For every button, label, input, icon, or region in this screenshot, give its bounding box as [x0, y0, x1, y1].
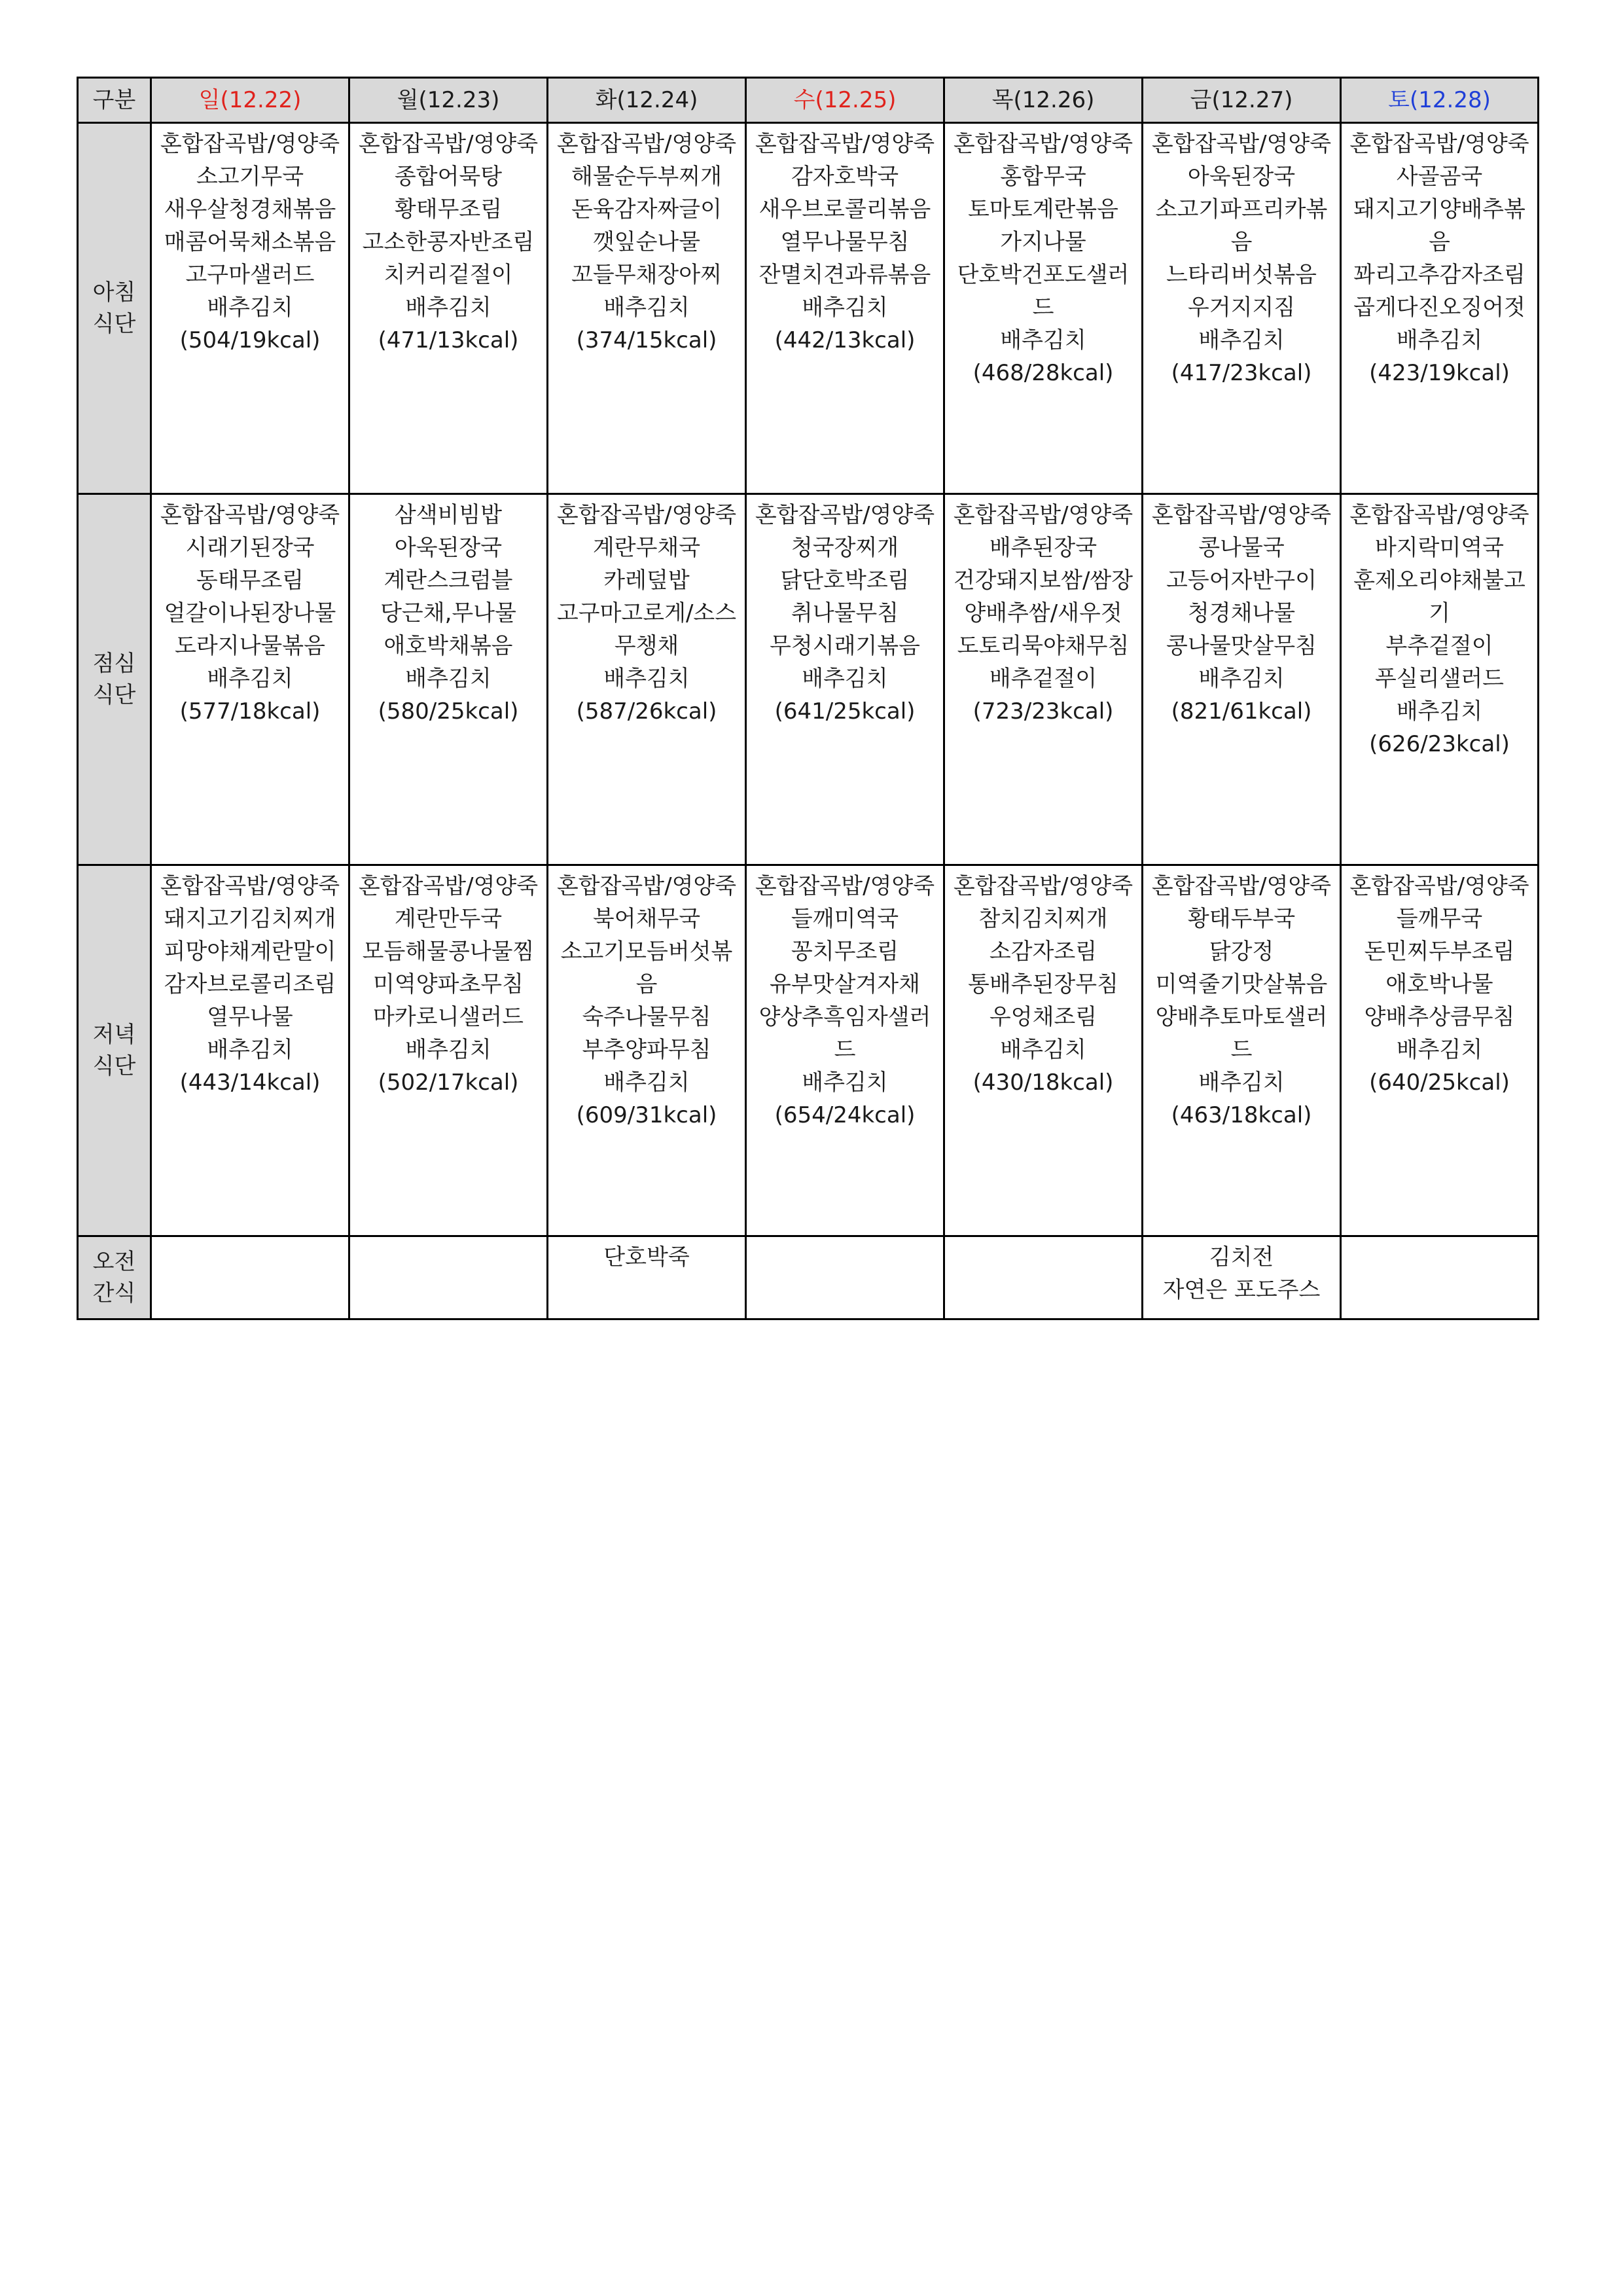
menu-item: 배추김치: [405, 295, 491, 321]
menu-item: 양상추흑임자샐러드: [758, 1004, 931, 1063]
menu-item: 고구마샐러드: [185, 262, 315, 288]
menu-item: (504/19kcal): [179, 327, 321, 353]
menu-item: 깻잎순나물: [592, 229, 701, 255]
menu-item: 닭단호박조림: [780, 567, 910, 594]
menu-item: 혼합잡곡밥/영양죽: [953, 502, 1133, 528]
menu-cell-mon: [349, 1236, 548, 1319]
menu-item: (654/24kcal): [774, 1102, 916, 1128]
menu-item: 꽁치무조림: [791, 939, 899, 965]
menu-item: 황태무조림: [394, 196, 503, 223]
menu-cell-sat: [1341, 494, 1539, 865]
menu-item: 돼지고기양배추볶음: [1353, 196, 1525, 255]
day-header-sat: 토(12.28): [1341, 78, 1539, 123]
day-header-thu: 목(12.26): [944, 78, 1143, 123]
menu-item: (587/26kcal): [576, 698, 717, 725]
menu-item: 우거지지짐: [1187, 295, 1296, 321]
menu-cell-wed: [746, 494, 944, 865]
menu-item: 혼합잡곡밥/영양죽: [358, 131, 539, 157]
menu-item: 고등어자반구이: [1166, 567, 1317, 594]
menu-cell-sat: [1341, 1236, 1539, 1319]
menu-item: 매콤어묵채소볶음: [164, 229, 336, 255]
menu-item: 열무나물무침: [780, 229, 910, 255]
menu-item: 계란만두국: [394, 906, 503, 932]
menu-item: 무청시래기볶음: [770, 633, 920, 659]
lunch-row: [78, 494, 1539, 865]
menu-item: 김치전: [1209, 1244, 1274, 1270]
menu-item: 돈민찌두부조림: [1364, 939, 1515, 965]
menu-item: 계란스크럼블: [383, 567, 513, 594]
menu-item: 감자브로콜리조림: [164, 971, 336, 997]
menu-item: 혼합잡곡밥/영양죽: [160, 873, 340, 899]
menu-item: 감자호박국: [791, 164, 899, 190]
menu-item: 돈육감자짜글이: [571, 196, 722, 223]
menu-item: 계란무채국: [592, 535, 701, 561]
menu-item: 양배추상큼무침: [1364, 1004, 1515, 1030]
menu-item: 황태두부국: [1187, 906, 1296, 932]
day-header-sun: 일(12.22): [151, 78, 349, 123]
menu-item: 훈제오리야채불고기: [1353, 567, 1525, 626]
menu-item: 새우브로콜리볶음: [758, 196, 931, 223]
menu-item: 배추김치: [603, 666, 690, 692]
menu-item: 혼합잡곡밥/영양죽: [160, 502, 340, 528]
menu-item: 닭강정: [1209, 939, 1274, 965]
menu-item: 토마토계란볶음: [968, 196, 1118, 223]
header-row: [78, 78, 1539, 123]
menu-item: 청경채나물: [1187, 600, 1296, 626]
menu-cell-thu: [944, 494, 1143, 865]
menu-item: 도토리묵야채무침: [957, 633, 1130, 659]
menu-item: 배추김치: [207, 1037, 293, 1063]
menu-item: (417/23kcal): [1171, 360, 1312, 386]
menu-cell-mon: [349, 865, 548, 1236]
menu-item: (442/13kcal): [774, 327, 916, 353]
meal-type-label-line: 간식: [92, 1280, 136, 1306]
menu-cell-mon: [349, 494, 548, 865]
menu-item: 단호박건포도샐러드: [957, 262, 1130, 321]
menu-item: 소감자조림: [989, 939, 1097, 965]
menu-item: 돼지고기김치찌개: [164, 906, 336, 932]
menu-cell-fri: [1143, 865, 1341, 1236]
menu-item: 삼색비빔밥: [394, 502, 503, 528]
menu-item: 배추김치: [1198, 666, 1285, 692]
menu-item: 배추김치: [603, 1069, 690, 1096]
menu-item: 혼합잡곡밥/영양죽: [556, 131, 737, 157]
menu-item: 당근채,무나물: [380, 600, 516, 626]
corner-header: 구분: [78, 78, 151, 123]
menu-item: 마카로니샐러드: [373, 1004, 524, 1030]
menu-item: (463/18kcal): [1171, 1102, 1312, 1128]
menu-item: 건강돼지보쌈/쌈장: [953, 567, 1133, 594]
menu-item: 배추김치: [603, 295, 690, 321]
menu-item: 열무나물: [207, 1004, 293, 1030]
menu-cell-fri: [1143, 1236, 1341, 1319]
menu-item: 카레덮밥: [603, 567, 690, 594]
menu-item: 미역양파초무침: [373, 971, 524, 997]
menu-item: (430/18kcal): [972, 1069, 1114, 1096]
menu-item: 고소한콩자반조림: [362, 229, 535, 255]
menu-item: 배추김치: [1396, 1037, 1483, 1063]
menu-item: 동태무조림: [196, 567, 304, 594]
menu-item: 꽈리고추감자조림: [1353, 262, 1525, 288]
menu-cell-fri: [1143, 123, 1341, 494]
menu-item: 유부맛살겨자채: [770, 971, 920, 997]
menu-item: (821/61kcal): [1171, 698, 1312, 725]
menu-cell-wed: [746, 865, 944, 1236]
menu-item: 아욱된장국: [394, 535, 503, 561]
menu-cell-sat: [1341, 123, 1539, 494]
menu-item: 소고기파프리카볶음: [1155, 196, 1328, 255]
menu-cell-tue: [548, 494, 746, 865]
menu-item: 혼합잡곡밥/영양죽: [1151, 873, 1332, 899]
menu-item: 혼합잡곡밥/영양죽: [1151, 502, 1332, 528]
meal-type-label: [78, 123, 151, 494]
menu-cell-thu: [944, 1236, 1143, 1319]
menu-item: 가지나물: [1000, 229, 1086, 255]
menu-item: 해물순두부찌개: [571, 164, 722, 190]
menu-cell-sun: [151, 865, 349, 1236]
menu-item: 배추김치: [405, 1037, 491, 1063]
menu-item: 양배추쌈/새우젓: [964, 600, 1122, 626]
menu-item: 배추김치: [405, 666, 491, 692]
menu-item: (374/15kcal): [576, 327, 717, 353]
menu-item: 혼합잡곡밥/영양죽: [953, 873, 1133, 899]
menu-item: 애호박채볶음: [383, 633, 513, 659]
menu-item: 배추김치: [802, 1069, 888, 1096]
menu-item: 얼갈이나된장나물: [164, 600, 336, 626]
meal-type-label-line: 식단: [92, 682, 136, 708]
menu-item: 미역줄기맛살볶음: [1155, 971, 1328, 997]
menu-cell-sat: [1341, 865, 1539, 1236]
meal-type-label-line: 저녁: [92, 1022, 136, 1048]
menu-item: 부추양파무침: [582, 1037, 711, 1063]
menu-item: (641/25kcal): [774, 698, 916, 725]
menu-item: 모듬해물콩나물찜: [362, 939, 535, 965]
menu-item: 혼합잡곡밥/영양죽: [556, 502, 737, 528]
morning-snack-row: [78, 1236, 1539, 1319]
menu-item: 새우살청경채볶음: [164, 196, 336, 223]
menu-item: 소고기무국: [196, 164, 304, 190]
menu-item: 치커리겉절이: [383, 262, 513, 288]
menu-item: (423/19kcal): [1369, 360, 1510, 386]
menu-item: 느타리버섯볶음: [1166, 262, 1317, 288]
day-header-mon: 월(12.23): [349, 78, 548, 123]
menu-item: 혼합잡곡밥/영양죽: [755, 873, 935, 899]
menu-item: 피망야채계란말이: [164, 939, 336, 965]
menu-item: (577/18kcal): [179, 698, 321, 725]
menu-item: (626/23kcal): [1369, 731, 1510, 757]
menu-item: 취나물무침: [791, 600, 899, 626]
menu-item: 배추김치: [802, 666, 888, 692]
meal-type-label: [78, 1236, 151, 1319]
menu-item: 배추된장국: [989, 535, 1097, 561]
menu-cell-fri: [1143, 494, 1341, 865]
menu-item: 혼합잡곡밥/영양죽: [755, 502, 935, 528]
menu-item: 들깨미역국: [791, 906, 899, 932]
menu-item: 배추김치: [1000, 1037, 1086, 1063]
menu-item: 배추김치: [802, 295, 888, 321]
menu-cell-sun: [151, 494, 349, 865]
menu-item: 콩나물맛살무침: [1166, 633, 1317, 659]
day-header-tue: 화(12.24): [548, 78, 746, 123]
menu-item: 참치김치찌개: [978, 906, 1108, 932]
dinner-row: [78, 865, 1539, 1236]
menu-item: 배추겉절이: [989, 666, 1097, 692]
menu-item: 도라지나물볶음: [175, 633, 325, 659]
menu-item: 청국장찌개: [791, 535, 899, 561]
menu-item: 잔멸치견과류볶음: [758, 262, 931, 288]
menu-item: 홍합무국: [1000, 164, 1086, 190]
menu-item: 부추겉절이: [1385, 633, 1493, 659]
menu-item: 무챙채: [614, 633, 679, 659]
menu-cell-tue: [548, 865, 746, 1236]
menu-item: 애호박나물: [1385, 971, 1493, 997]
menu-item: (443/14kcal): [179, 1069, 321, 1096]
menu-item: 배추김치: [1198, 327, 1285, 353]
menu-item: 북어채무국: [592, 906, 701, 932]
menu-item: 자연은 포도주스: [1162, 1277, 1321, 1303]
menu-item: 바지락미역국: [1374, 535, 1505, 561]
menu-cell-sun: [151, 1236, 349, 1319]
menu-item: 혼합잡곡밥/영양죽: [1151, 131, 1332, 157]
menu-item: 혼합잡곡밥/영양죽: [755, 131, 935, 157]
menu-item: 배추김치: [207, 666, 293, 692]
menu-item: 배추김치: [1396, 698, 1483, 725]
menu-item: 혼합잡곡밥/영양죽: [953, 131, 1133, 157]
menu-item: 들깨무국: [1396, 906, 1483, 932]
menu-cell-sun: [151, 123, 349, 494]
menu-item: 꼬들무채장아찌: [571, 262, 722, 288]
day-header-fri: 금(12.27): [1143, 78, 1341, 123]
menu-item: 통배추된장무침: [968, 971, 1118, 997]
menu-item: 시래기된장국: [185, 535, 315, 561]
menu-item: 소고기모듬버섯볶음: [560, 939, 733, 997]
menu-item: (468/28kcal): [972, 360, 1114, 386]
menu-item: (502/17kcal): [378, 1069, 519, 1096]
menu-item: 곱게다진오징어젓: [1353, 295, 1525, 321]
menu-item: (609/31kcal): [576, 1102, 717, 1128]
menu-cell-thu: [944, 123, 1143, 494]
menu-item: 우엉채조림: [989, 1004, 1097, 1030]
menu-item: 혼합잡곡밥/영양죽: [358, 873, 539, 899]
menu-item: 혼합잡곡밥/영양죽: [1349, 502, 1529, 528]
menu-item: 콩나물국: [1198, 535, 1285, 561]
menu-item: 푸실리샐러드: [1374, 666, 1505, 692]
breakfast-row: [78, 123, 1539, 494]
menu-cell-mon: [349, 123, 548, 494]
meal-type-label-line: 식단: [92, 311, 136, 337]
menu-item: 배추김치: [1000, 327, 1086, 353]
weekly-meal-table: [77, 77, 1539, 1320]
menu-item: 혼합잡곡밥/영양죽: [1349, 873, 1529, 899]
menu-item: 숙주나물무침: [582, 1004, 711, 1030]
meal-type-label: [78, 865, 151, 1236]
menu-item: (723/23kcal): [972, 698, 1114, 725]
menu-item: 사골곰국: [1396, 164, 1483, 190]
day-header-wed: 수(12.25): [746, 78, 944, 123]
menu-cell-tue: [548, 123, 746, 494]
menu-item: 아욱된장국: [1187, 164, 1296, 190]
menu-item: (471/13kcal): [378, 327, 519, 353]
menu-item: (640/25kcal): [1369, 1069, 1510, 1096]
menu-cell-wed: [746, 1236, 944, 1319]
meal-type-label-line: 오전: [92, 1249, 136, 1275]
menu-item: 종합어묵탕: [394, 164, 503, 190]
menu-item: (580/25kcal): [378, 698, 519, 725]
menu-cell-wed: [746, 123, 944, 494]
meal-type-label-line: 점심: [92, 651, 136, 677]
meal-type-label-line: 식단: [92, 1053, 136, 1079]
menu-item: 고구마고로게/소스: [556, 600, 737, 626]
meal-type-label-line: 아침: [92, 279, 136, 306]
menu-cell-tue: [548, 1236, 746, 1319]
menu-item: 배추김치: [1396, 327, 1483, 353]
menu-item: 혼합잡곡밥/영양죽: [556, 873, 737, 899]
menu-item: 혼합잡곡밥/영양죽: [1349, 131, 1529, 157]
menu-item: 배추김치: [1198, 1069, 1285, 1096]
menu-item: 배추김치: [207, 295, 293, 321]
menu-item: 단호박죽: [603, 1244, 690, 1270]
meal-type-label: [78, 494, 151, 865]
menu-item: 혼합잡곡밥/영양죽: [160, 131, 340, 157]
menu-cell-thu: [944, 865, 1143, 1236]
menu-item: 양배추토마토샐러드: [1155, 1004, 1328, 1063]
